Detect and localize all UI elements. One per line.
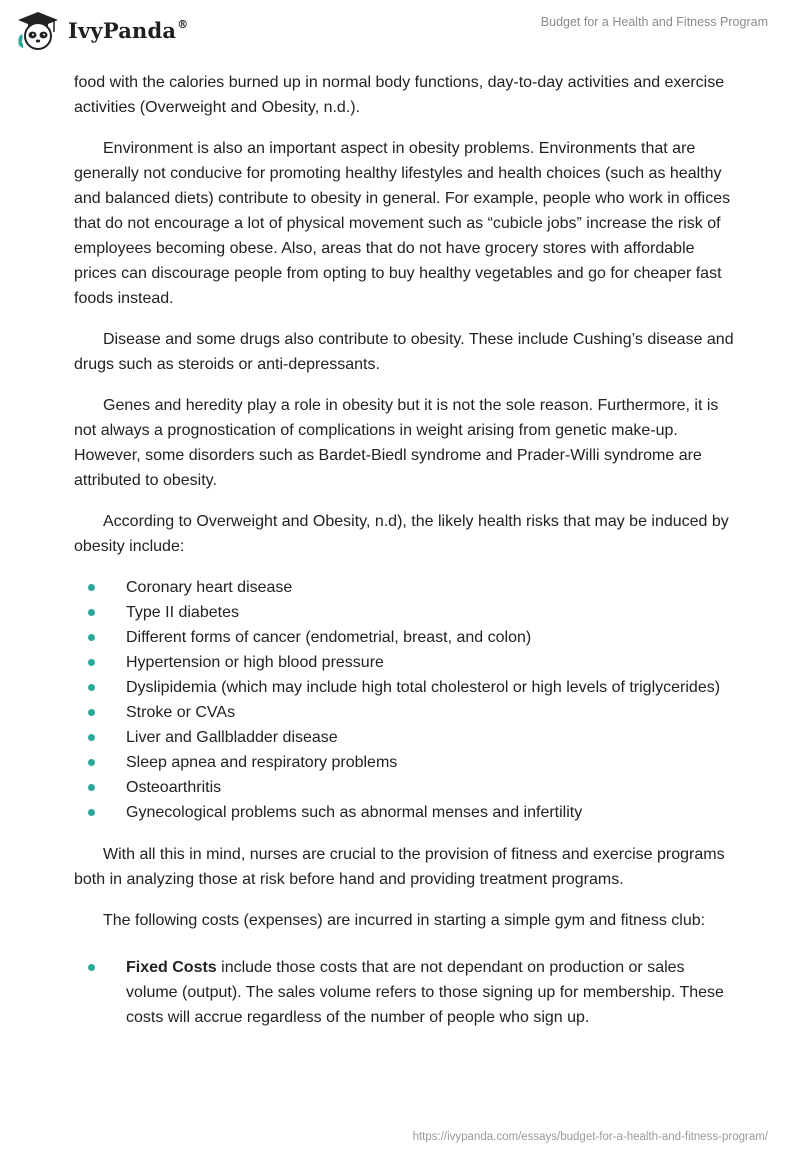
source-url[interactable]: https://ivypanda.com/essays/budget-for-a-health-and-fitness-program/ [412, 1131, 768, 1143]
paragraph: With all this in mind, nurses are crucial to the provision of fitness and exercise programs both in analyzing those at risk before hand and providing treatment programs. [74, 846, 725, 888]
paragraph: According to Overweight and Obesity, n.d), the likely health risks that may be induced by obesity include: [74, 513, 729, 555]
list-item: Hypertension or high blood pressure [74, 650, 734, 675]
paragraph: Environment is also an important aspect in obesity problems. Environments that are generally not conducive for promoting healthy lifestyles and health choices (such as healthy and balanced diets) contribute to obesity in general. For example, people who work in offices that do not encourage a lot of physical movement such as “cubicle jobs” increase the risk of employees becoming obese. Also, areas that do not have grocery stores with affordable prices can discourage people from opting to buy healthy vegetables and go for cheaper fast foods instead. [74, 140, 731, 307]
list-item: Stroke or CVAs [74, 700, 734, 725]
costs-list [74, 955, 734, 1030]
logo-text: IvyPanda® [68, 17, 189, 43]
list-item: Coronary heart disease [74, 575, 734, 600]
bullet-icon [88, 809, 95, 816]
cost-term: Fixed Costs [126, 959, 217, 976]
bullet-icon [88, 609, 95, 616]
bullet-icon [88, 634, 95, 641]
bullet-icon [88, 734, 95, 741]
list-item: Sleep apnea and respiratory problems [74, 750, 734, 775]
document-title: Budget for a Health and Fitness Program [540, 15, 768, 29]
list-item: Gynecological problems such as abnormal menses and infertility [74, 800, 734, 825]
list-item: Osteoarthritis [74, 775, 734, 800]
panda-graduate-icon [14, 8, 62, 52]
bullet-icon [88, 784, 95, 791]
essay-body [74, 70, 734, 1047]
bullet-icon [88, 659, 95, 666]
list-item: Different forms of cancer (endometrial, breast, and colon) [74, 625, 734, 650]
bullet-icon [88, 964, 95, 971]
bullet-icon [88, 759, 95, 766]
paragraph: Genes and heredity play a role in obesity but it is not the sole reason. Furthermore, it is not always a prognostication of complications in weight arising from genetic make-up. However, some disorders such as Bardet-Biedl syndrome and Prader-Willi syndrome are attributed to obesity. [74, 397, 719, 489]
bullet-icon [88, 709, 95, 716]
list-item: Liver and Gallbladder disease [74, 725, 734, 750]
page-header [0, 0, 800, 64]
paragraph: The following costs (expenses) are incurred in starting a simple gym and fitness club: [103, 912, 706, 929]
ivypanda-logo[interactable] [14, 8, 188, 52]
list-item: Dyslipidemia (which may include high total cholesterol or high levels of triglycerides) [74, 675, 734, 700]
paragraph: food with the calories burned up in normal body functions, day-to-day activities and exercise activities (Overweight and Obesity, n.d.). [74, 74, 725, 116]
list-item: Fixed Costs include those costs that are not dependant on production or sales volume (output). The sales volume refers to those signing up for membership. These costs will accrue regardless of the number of people who sign up. [74, 955, 734, 1030]
bullet-icon [88, 584, 95, 591]
health-risks-list [74, 575, 734, 825]
list-item: Type II diabetes [74, 600, 734, 625]
paragraph: Disease and some drugs also contribute to obesity. These include Cushing’s disease and drugs such as steroids or anti-depressants. [74, 331, 734, 373]
bullet-icon [88, 684, 95, 691]
